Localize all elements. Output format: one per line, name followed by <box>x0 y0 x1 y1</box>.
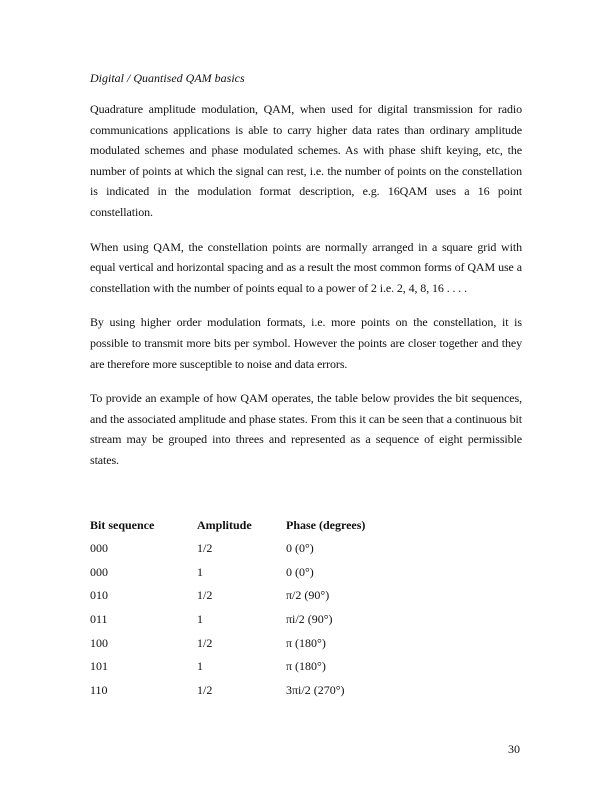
cell-amplitude: 1 <box>197 659 203 674</box>
cell-phase: π/2 (90°) <box>286 588 330 603</box>
cell-phase: 3πi/2 (270°) <box>286 682 345 697</box>
header-amplitude: Amplitude <box>197 517 252 532</box>
paragraph-intro: Quadrature amplitude modulation, QAM, when used for digital transmission for radio communications applications is able to carry higher data rates than ordinary amplitude modulated schemes and phase modulated schemes. As with phase shift keying, etc, the number of points at which the signal can rest, i.e. the number of points on the constellation is indicated in the modulation format description, e.g. 16QAM uses a 16 point constellation. <box>90 102 522 219</box>
cell-bit-sequence: 010 <box>90 588 108 603</box>
cell-amplitude: 1/2 <box>197 541 213 556</box>
table-row <box>90 679 426 703</box>
page-body <box>90 68 522 485</box>
paragraph-higher-order: By using higher order modulation formats, i.e. more points on the constellation, it is possible to transmit more bits per symbol. However the points are closer together and they are therefore more susceptible to noise and data errors. <box>90 315 522 371</box>
cell-bit-sequence: 011 <box>90 612 108 627</box>
paragraph-constellation: When using QAM, the constellation points are normally arranged in a square grid with equal vertical and horizontal spacing and as a result the most common forms of QAM use a constellation with the number of points equal to a power of 2 i.e. 2, 4, 8, 16 . . . . <box>90 239 522 295</box>
header-bit-sequence: Bit sequence <box>90 517 155 532</box>
table-row <box>90 537 426 561</box>
cell-amplitude: 1/2 <box>197 682 213 697</box>
cell-amplitude: 1 <box>197 612 203 627</box>
cell-phase: 0 (0°) <box>286 564 314 579</box>
bit-sequence-table <box>90 513 426 702</box>
cell-bit-sequence: 110 <box>90 682 108 697</box>
cell-amplitude: 1 <box>197 564 203 579</box>
paragraph-example: To provide an example of how QAM operates, the table below provides the bit sequences, and the associated amplitude and phase states. From this it can be seen that a continuous bit stream may be grouped into threes and represented as a sequence of eight permissible states. <box>90 391 522 467</box>
table-row <box>90 655 426 679</box>
section-heading: Digital / Quantised QAM basics <box>90 71 245 85</box>
table-row <box>90 561 426 585</box>
cell-phase: π (180°) <box>286 659 326 674</box>
cell-phase: π (180°) <box>286 635 326 650</box>
cell-phase: πi/2 (90°) <box>286 612 333 627</box>
cell-amplitude: 1/2 <box>197 588 213 603</box>
table-header-row <box>90 513 426 537</box>
page-number: 30 <box>508 742 520 756</box>
cell-bit-sequence: 000 <box>90 564 108 579</box>
table-row <box>90 631 426 655</box>
cell-phase: 0 (0°) <box>286 541 314 556</box>
table-row <box>90 608 426 632</box>
cell-bit-sequence: 101 <box>90 659 108 674</box>
cell-bit-sequence: 000 <box>90 541 108 556</box>
cell-amplitude: 1/2 <box>197 635 213 650</box>
table-row <box>90 584 426 608</box>
header-phase: Phase (degrees) <box>286 517 366 532</box>
cell-bit-sequence: 100 <box>90 635 108 650</box>
